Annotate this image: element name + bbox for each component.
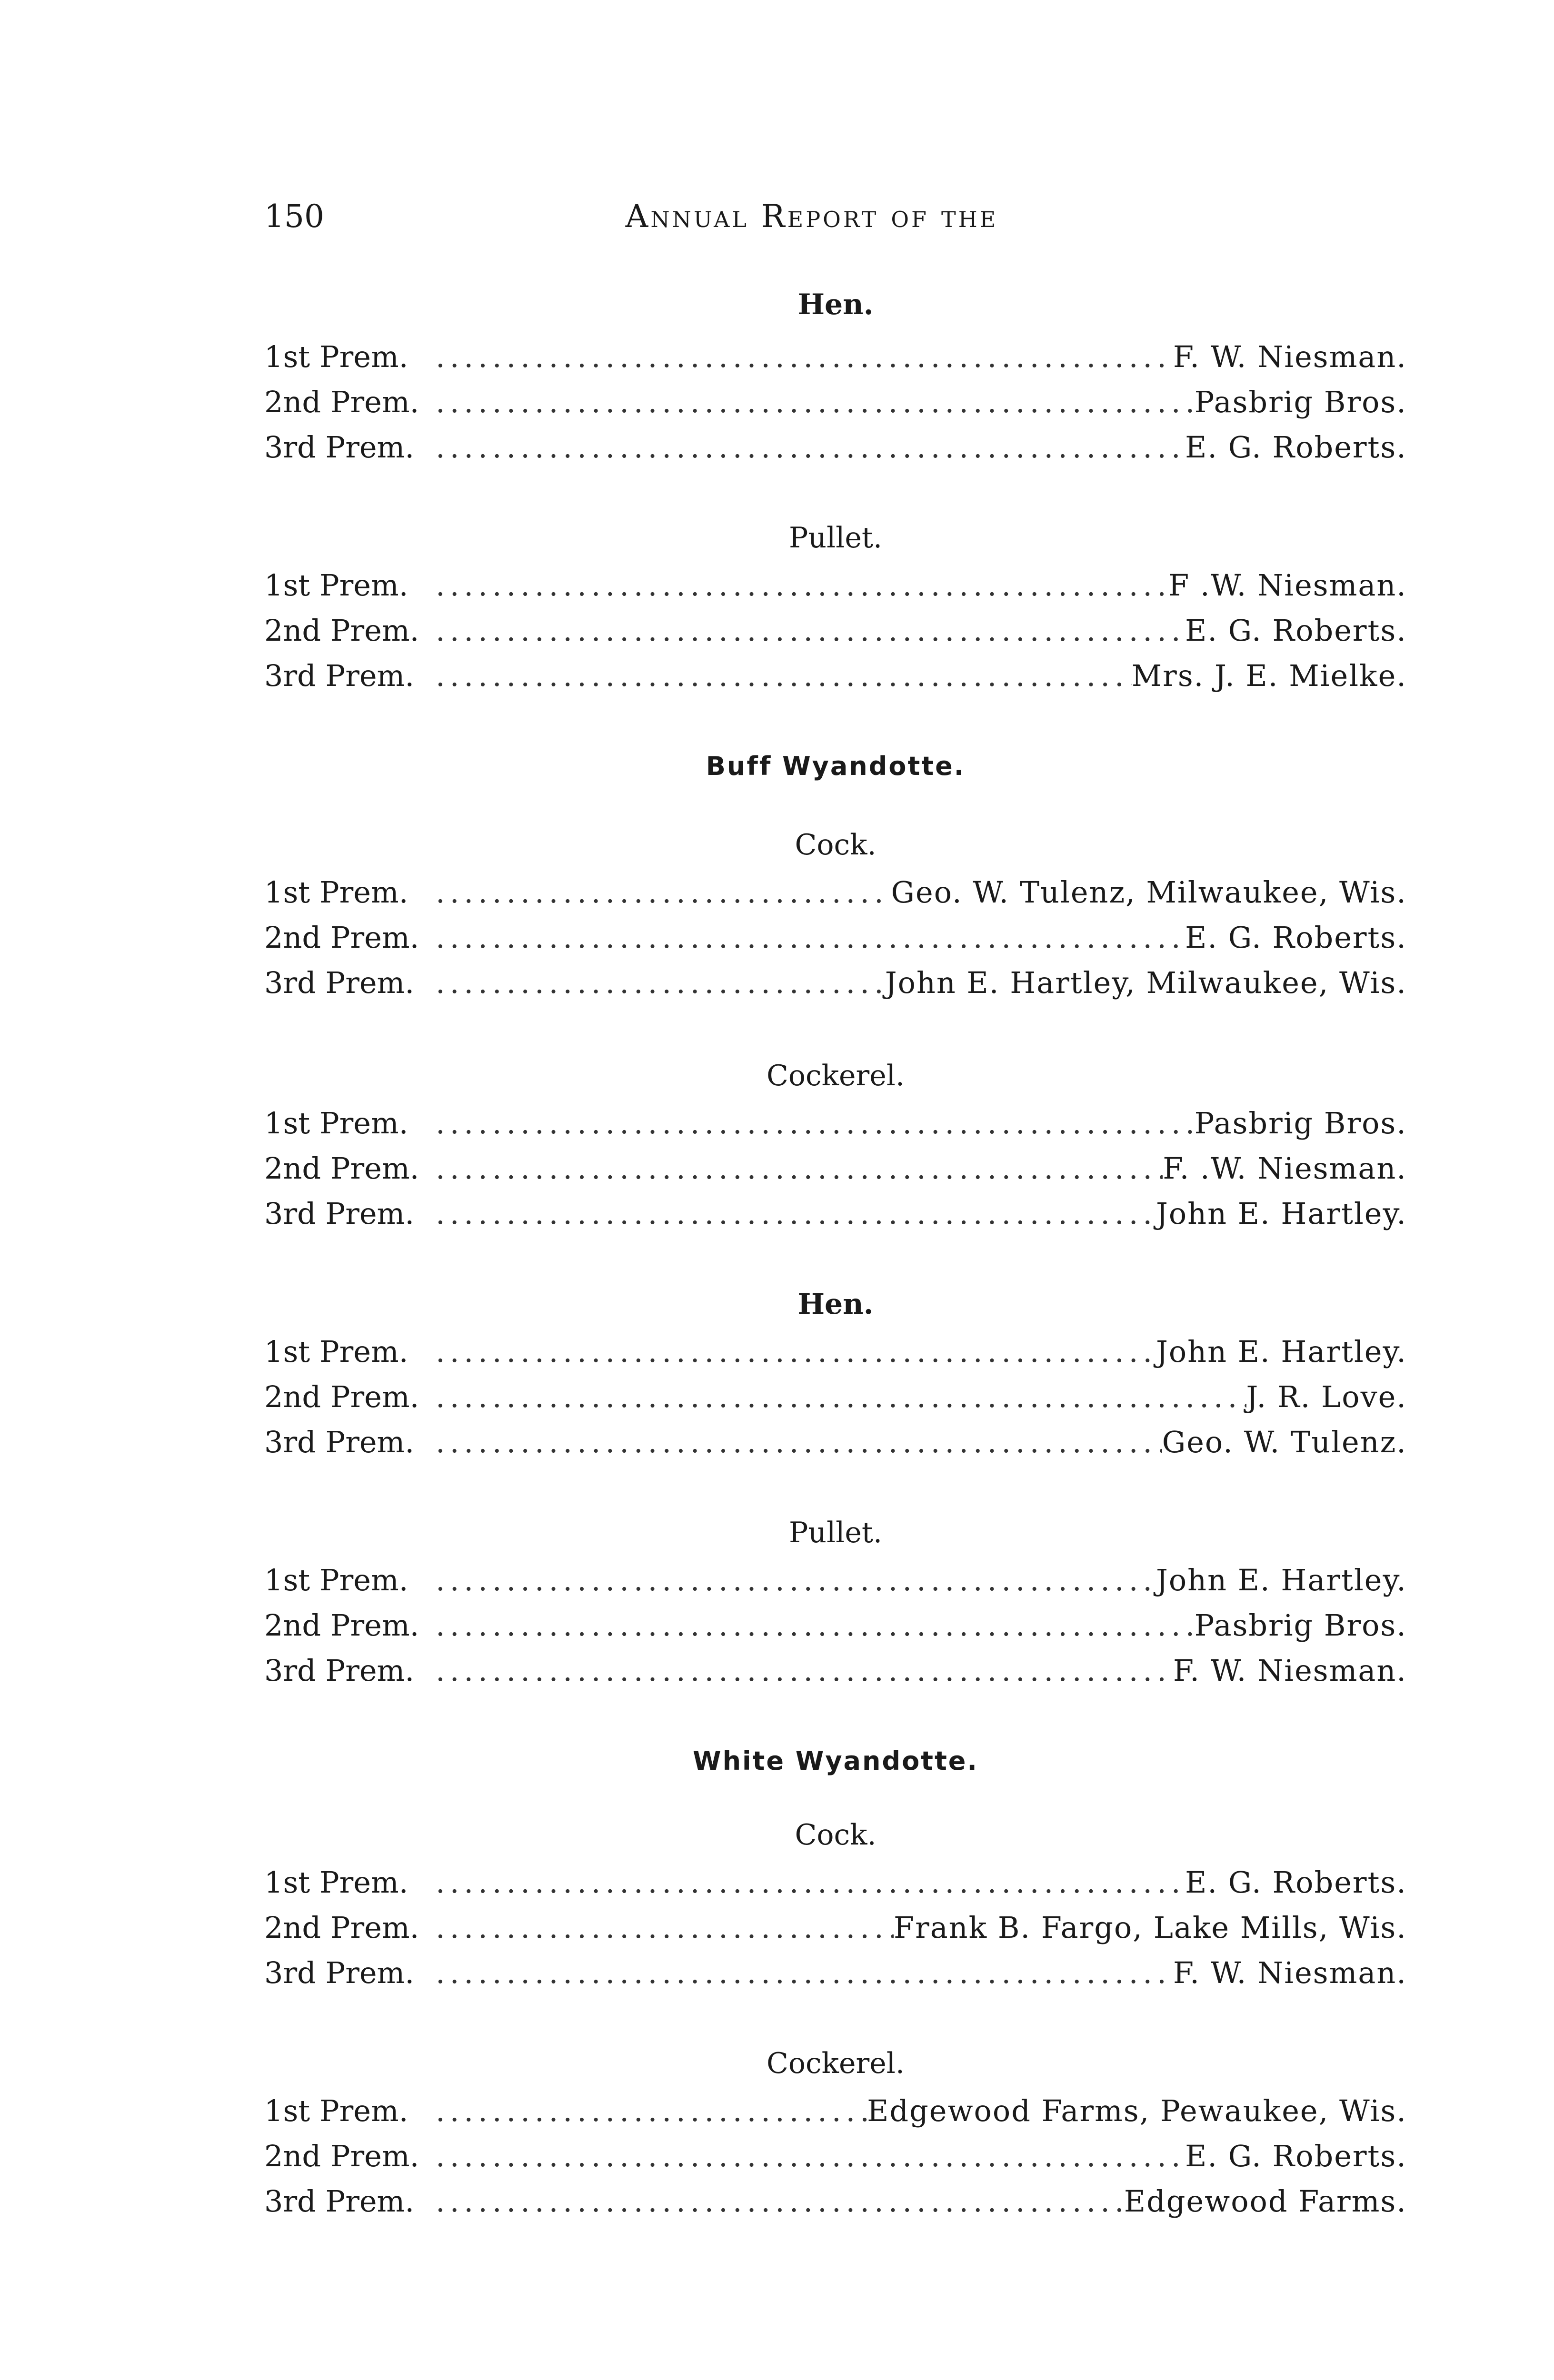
prize-place: 1st Prem. [264,1334,408,1369]
dot-leader [436,564,1168,607]
prize-entry [264,2180,1407,2223]
prize-winner: Geo. W. Tulenz, Milwaukee, Wis. [891,875,1407,910]
dot-leader [436,1649,1173,1692]
prize-winner: Edgewood Farms, Pewaukee, Wis. [867,2093,1407,2128]
prize-place: 1st Prem. [264,339,408,374]
prize-winner: Frank B. Fargo, Lake Mills, Wis. [894,1910,1407,1945]
prize-place: 1st Prem. [264,568,408,603]
prize-place: 3rd Prem. [264,1653,415,1688]
breed-heading: White Wyandotte. [693,1746,978,1776]
prize-winner: F. W. Niesman. [1173,1653,1407,1688]
prize-entry [264,1559,1407,1602]
prize-place: 1st Prem. [264,1106,408,1140]
running-head [264,195,1407,238]
prize-winner: F. W. Niesman. [1173,339,1407,374]
dot-leader [436,609,1185,652]
prize-place: 2nd Prem. [264,2139,419,2173]
dot-leader [436,1861,1185,1904]
prize-entry [264,2090,1407,2132]
report-title: Annual Report of the [625,198,998,235]
dot-leader [436,1952,1173,1994]
dot-leader [436,381,1195,424]
dot-leader [436,1559,1156,1602]
class-heading: Pullet. [788,1516,883,1549]
prize-entry [264,1147,1407,1190]
prize-entry [264,1952,1407,1994]
dot-leader [436,1147,1163,1190]
prize-winner: E. G. Roberts. [1185,430,1407,465]
dot-leader [436,2090,867,2132]
prize-winner: John E. Hartley. [1156,1196,1407,1231]
prize-place: 3rd Prem. [264,1955,415,1990]
prize-entry [264,962,1407,1004]
prize-entry [264,1604,1407,1647]
dot-leader [436,426,1185,469]
prize-winner: F. W. Niesman. [1173,1955,1407,1990]
prize-place: 1st Prem. [264,2093,408,2128]
prize-place: 3rd Prem. [264,2184,415,2219]
prize-winner: Geo. W. Tulenz. [1162,1425,1407,1459]
prize-place: 1st Prem. [264,875,408,910]
prize-winner: Edgewood Farms. [1124,2184,1407,2219]
prize-entry [264,1421,1407,1464]
dot-leader [436,654,1132,697]
prize-place: 2nd Prem. [264,1910,419,1945]
prize-entry [264,426,1407,469]
prize-entry [264,871,1407,914]
prize-entry [264,2135,1407,2178]
prize-winner: E. G. Roberts. [1185,1865,1407,1900]
prize-entry [264,381,1407,424]
prize-entry [264,336,1407,378]
prize-place: 3rd Prem. [264,1196,415,1231]
prize-winner: Pasbrig Bros. [1194,385,1407,419]
prize-place: 2nd Prem. [264,1379,419,1414]
prize-winner: John E. Hartley, Milwaukee, Wis. [885,965,1407,1000]
prize-winner: J. R. Love. [1246,1379,1407,1414]
dot-leader [436,916,1185,959]
prize-winner: E. G. Roberts. [1185,920,1407,955]
dot-leader [436,1604,1195,1647]
prize-entry [264,1376,1407,1418]
prize-entry [264,1192,1407,1235]
prize-winner: Pasbrig Bros. [1194,1106,1407,1140]
prize-place: 2nd Prem. [264,385,419,419]
breed-heading: Buff Wyandotte. [706,751,966,781]
prize-entry [264,1861,1407,1904]
dot-leader [436,1192,1156,1235]
prize-place: 3rd Prem. [264,1425,415,1459]
prize-place: 2nd Prem. [264,613,419,648]
prize-winner: F. .W. Niesman. [1163,1151,1407,1186]
dot-leader [436,1102,1195,1145]
dot-leader [436,2180,1124,2223]
prize-place: 3rd Prem. [264,658,415,693]
prize-entry [264,1906,1407,1949]
prize-place: 2nd Prem. [264,1608,419,1643]
class-heading: Cock. [795,828,877,862]
dot-leader [436,1376,1246,1418]
class-heading: Pullet. [788,521,883,555]
prize-entry [264,1649,1407,1692]
prize-winner: Pasbrig Bros. [1194,1608,1407,1643]
dot-leader [436,1330,1156,1373]
prize-entry [264,1330,1407,1373]
prize-winner: Mrs. J. E. Mielke. [1131,658,1407,693]
dot-leader [436,336,1173,378]
prize-place: 1st Prem. [264,1563,408,1597]
prize-entry [264,916,1407,959]
dot-leader [436,962,885,1004]
prize-winner: E. G. Roberts. [1185,613,1407,648]
prize-entry [264,564,1407,607]
dot-leader [436,1421,1162,1464]
class-heading: Hen. [797,288,874,321]
prize-place: 3rd Prem. [264,430,415,465]
prize-place: 2nd Prem. [264,920,419,955]
prize-place: 2nd Prem. [264,1151,419,1186]
prize-winner: E. G. Roberts. [1185,2139,1407,2173]
class-heading: Hen. [797,1288,874,1321]
prize-entry [264,654,1407,697]
class-heading: Cockerel. [767,2047,905,2080]
class-heading: Cock. [795,1818,877,1852]
prize-entry [264,609,1407,652]
dot-leader [436,2135,1185,2178]
prize-winner: John E. Hartley. [1156,1334,1407,1369]
prize-winner: John E. Hartley. [1156,1563,1407,1597]
prize-place: 3rd Prem. [264,965,415,1000]
dot-leader [436,1906,894,1949]
dot-leader [436,871,891,914]
class-heading: Cockerel. [767,1059,905,1092]
prize-entry [264,1102,1407,1145]
page-number: 150 [264,198,324,235]
prize-place: 1st Prem. [264,1865,408,1900]
prize-winner: F .W. Niesman. [1168,568,1407,603]
